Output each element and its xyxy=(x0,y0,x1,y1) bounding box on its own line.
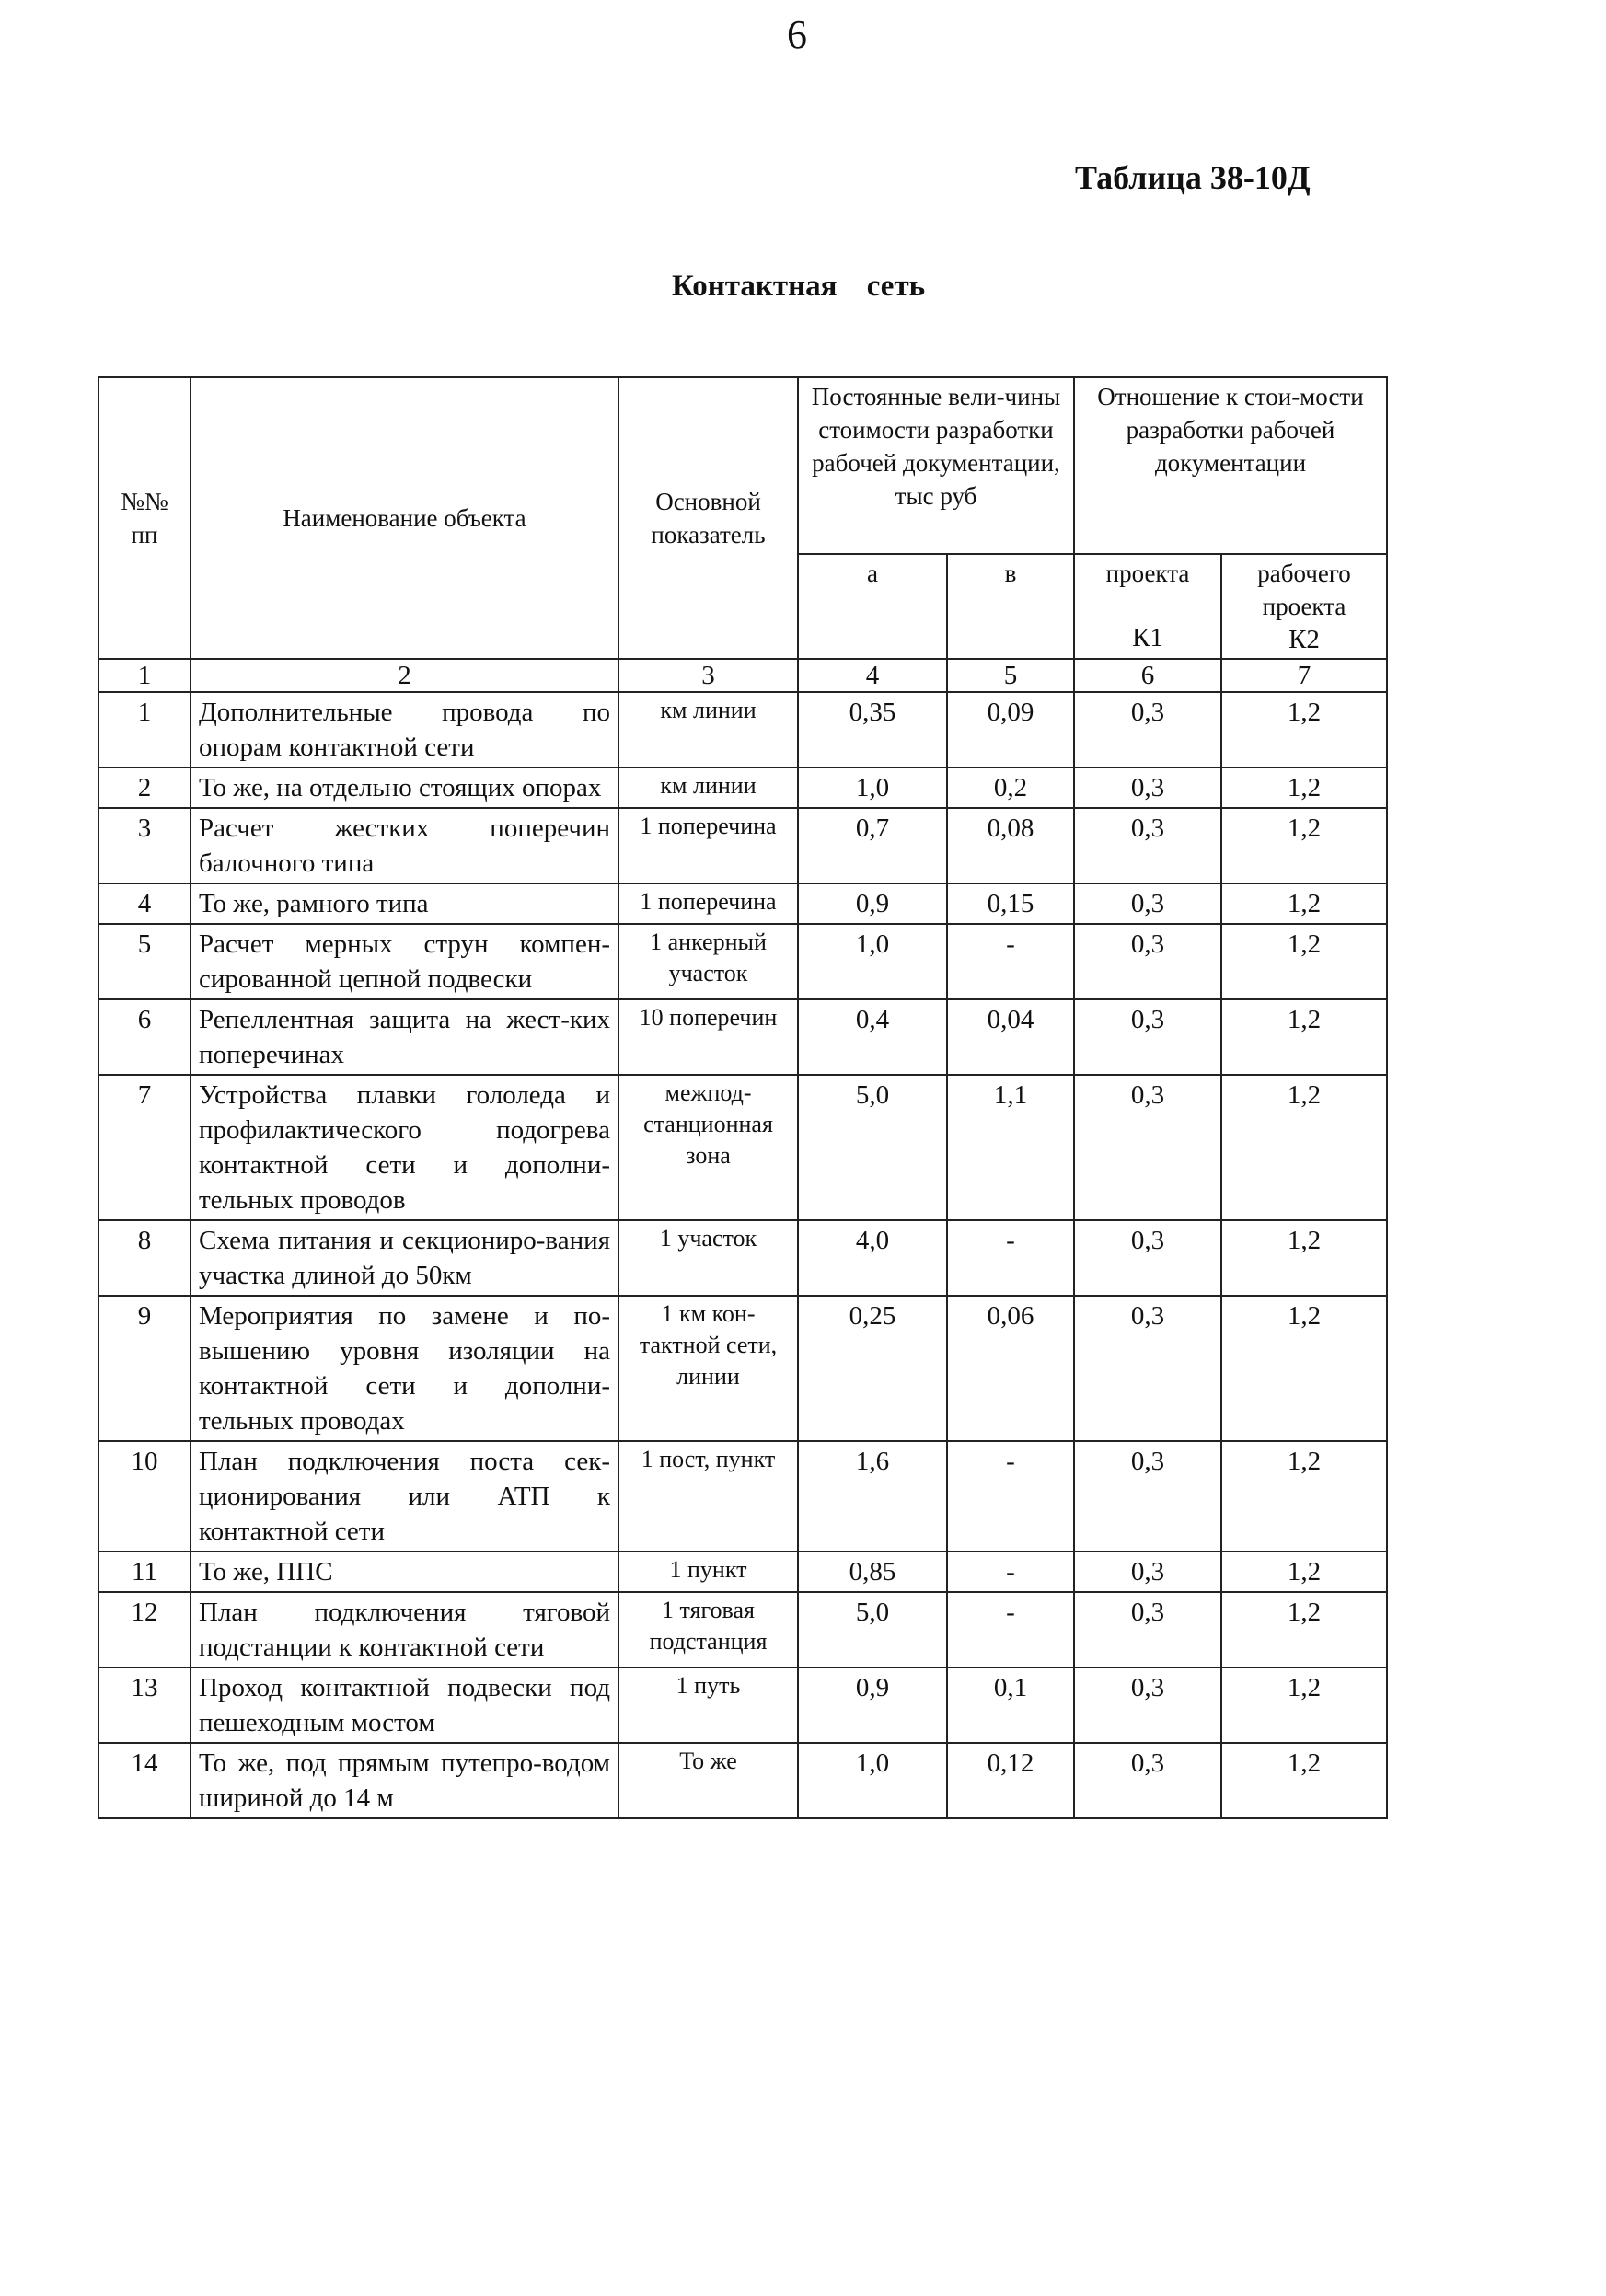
header-k1-label: проекта xyxy=(1105,560,1190,587)
coef-k2: 1,2 xyxy=(1221,1075,1387,1220)
table-row xyxy=(98,1743,1387,1818)
value-b: 0,12 xyxy=(947,1743,1074,1818)
coef-k2: 1,2 xyxy=(1221,1592,1387,1667)
base-indicator: 1 путь xyxy=(618,1667,798,1743)
row-number: 12 xyxy=(98,1592,191,1667)
table-row xyxy=(98,1220,1387,1296)
header-indicator: Основной показатель xyxy=(618,377,798,659)
coef-k1: 0,3 xyxy=(1074,883,1221,924)
table-row xyxy=(98,883,1387,924)
base-indicator: 1 тяговая подстанция xyxy=(618,1592,798,1667)
column-number: 2 xyxy=(191,659,618,692)
header-ratio: Отношение к стои-мости разработки рабочей документации xyxy=(1074,377,1387,554)
column-number-row xyxy=(98,659,1387,692)
object-name: Расчет мерных струн компен-сированной цепной подвески xyxy=(191,924,618,999)
base-indicator: 1 пост, пункт xyxy=(618,1441,798,1552)
header-constants: Постоянные вели-чины стоимости разработки рабочей документации, тыс руб xyxy=(798,377,1074,554)
row-number: 14 xyxy=(98,1743,191,1818)
base-indicator: км линии xyxy=(618,767,798,808)
table-row xyxy=(98,808,1387,883)
base-indicator: 1 км кон-тактной сети, линии xyxy=(618,1296,798,1441)
object-name: Устройства плавки гололеда и профилактического подогрева контактной сети и дополни-тельных проводов xyxy=(191,1075,618,1220)
value-b: 0,15 xyxy=(947,883,1074,924)
document-title: Контактная сеть xyxy=(672,270,926,303)
coef-k1: 0,3 xyxy=(1074,1552,1221,1592)
value-b: - xyxy=(947,1592,1074,1667)
base-indicator: межпод-станционная зона xyxy=(618,1075,798,1220)
row-number: 8 xyxy=(98,1220,191,1296)
value-a: 0,85 xyxy=(798,1552,947,1592)
value-b: 0,04 xyxy=(947,999,1074,1075)
object-name: То же, рамного типа xyxy=(191,883,618,924)
row-number: 13 xyxy=(98,1667,191,1743)
coef-k2: 1,2 xyxy=(1221,692,1387,767)
header-num: №№ пп xyxy=(98,377,191,659)
header-row-1 xyxy=(98,377,1387,554)
base-indicator: 1 поперечина xyxy=(618,808,798,883)
column-number: 6 xyxy=(1074,659,1221,692)
header-k1 xyxy=(1074,554,1221,659)
value-b: - xyxy=(947,924,1074,999)
coef-k1: 0,3 xyxy=(1074,692,1221,767)
object-name: План подключения поста сек-ционирования или АТП к контактной сети xyxy=(191,1441,618,1552)
row-number: 9 xyxy=(98,1296,191,1441)
object-name: То же, на отдельно стоящих опорах xyxy=(191,767,618,808)
coef-k2: 1,2 xyxy=(1221,924,1387,999)
value-a: 0,9 xyxy=(798,1667,947,1743)
row-number: 2 xyxy=(98,767,191,808)
cost-table xyxy=(98,376,1388,1819)
base-indicator: 1 пункт xyxy=(618,1552,798,1592)
base-indicator: То же xyxy=(618,1743,798,1818)
coef-k1: 0,3 xyxy=(1074,767,1221,808)
value-b: 0,08 xyxy=(947,808,1074,883)
table-row xyxy=(98,1075,1387,1220)
table-header xyxy=(98,377,1387,692)
table-label: Таблица 38-10Д xyxy=(1075,159,1311,196)
header-k2-label: рабочего проекта xyxy=(1257,560,1351,620)
coef-k2: 1,2 xyxy=(1221,1743,1387,1818)
value-a: 1,0 xyxy=(798,1743,947,1818)
value-b: - xyxy=(947,1220,1074,1296)
object-name: Мероприятия по замене и по-вышению уровня изоляции на контактной сети и дополни-тельных проводах xyxy=(191,1296,618,1441)
row-number: 10 xyxy=(98,1441,191,1552)
value-a: 5,0 xyxy=(798,1592,947,1667)
coef-k2: 1,2 xyxy=(1221,1552,1387,1592)
value-a: 4,0 xyxy=(798,1220,947,1296)
object-name: Дополнительные провода по опорам контактной сети xyxy=(191,692,618,767)
row-number: 1 xyxy=(98,692,191,767)
row-number: 3 xyxy=(98,808,191,883)
coef-k1: 0,3 xyxy=(1074,1441,1221,1552)
coef-k2: 1,2 xyxy=(1221,1441,1387,1552)
base-indicator: 1 участок xyxy=(618,1220,798,1296)
value-b: 1,1 xyxy=(947,1075,1074,1220)
coef-k1: 0,3 xyxy=(1074,1592,1221,1667)
table-row xyxy=(98,924,1387,999)
table-row xyxy=(98,1441,1387,1552)
object-name: Проход контактной подвески под пешеходным мостом xyxy=(191,1667,618,1743)
value-a: 1,0 xyxy=(798,767,947,808)
column-number: 4 xyxy=(798,659,947,692)
row-number: 4 xyxy=(98,883,191,924)
column-number: 3 xyxy=(618,659,798,692)
header-k1-code: К1 xyxy=(1132,623,1163,652)
coef-k2: 1,2 xyxy=(1221,999,1387,1075)
table-row xyxy=(98,999,1387,1075)
value-a: 0,7 xyxy=(798,808,947,883)
row-number: 5 xyxy=(98,924,191,999)
row-number: 7 xyxy=(98,1075,191,1220)
table-row xyxy=(98,1667,1387,1743)
object-name: Расчет жестких поперечин балочного типа xyxy=(191,808,618,883)
coef-k2: 1,2 xyxy=(1221,1220,1387,1296)
value-a: 1,6 xyxy=(798,1441,947,1552)
column-number: 1 xyxy=(98,659,191,692)
coef-k1: 0,3 xyxy=(1074,999,1221,1075)
object-name: То же, под прямым путепро-водом шириной до 14 м xyxy=(191,1743,618,1818)
coef-k2: 1,2 xyxy=(1221,767,1387,808)
value-b: 0,06 xyxy=(947,1296,1074,1441)
value-a: 1,0 xyxy=(798,924,947,999)
table-row xyxy=(98,767,1387,808)
coef-k2: 1,2 xyxy=(1221,808,1387,883)
coef-k2: 1,2 xyxy=(1221,1667,1387,1743)
column-number: 5 xyxy=(947,659,1074,692)
header-k2-code: К2 xyxy=(1288,625,1320,654)
coef-k2: 1,2 xyxy=(1221,883,1387,924)
value-b: - xyxy=(947,1552,1074,1592)
table-row xyxy=(98,692,1387,767)
row-number: 11 xyxy=(98,1552,191,1592)
base-indicator: 1 поперечина xyxy=(618,883,798,924)
row-number: 6 xyxy=(98,999,191,1075)
object-name: Репеллентная защита на жест-ких поперечинах xyxy=(191,999,618,1075)
value-a: 0,9 xyxy=(798,883,947,924)
table-row xyxy=(98,1592,1387,1667)
base-indicator: км линии xyxy=(618,692,798,767)
object-name: Схема питания и секциониро-вания участка длиной до 50км xyxy=(191,1220,618,1296)
base-indicator: 10 поперечин xyxy=(618,999,798,1075)
value-b: 0,2 xyxy=(947,767,1074,808)
coef-k1: 0,3 xyxy=(1074,1220,1221,1296)
value-a: 0,4 xyxy=(798,999,947,1075)
value-a: 0,35 xyxy=(798,692,947,767)
coef-k1: 0,3 xyxy=(1074,1296,1221,1441)
coef-k1: 0,3 xyxy=(1074,1743,1221,1818)
header-name: Наименование объекта xyxy=(191,377,618,659)
header-b: в xyxy=(947,554,1074,659)
object-name: То же, ППС xyxy=(191,1552,618,1592)
column-number: 7 xyxy=(1221,659,1387,692)
page-number: 6 xyxy=(787,12,807,57)
object-name: План подключения тяговой подстанции к контактной сети xyxy=(191,1592,618,1667)
coef-k1: 0,3 xyxy=(1074,924,1221,999)
value-b: - xyxy=(947,1441,1074,1552)
table-body xyxy=(98,692,1387,1818)
coef-k1: 0,3 xyxy=(1074,1667,1221,1743)
table-row xyxy=(98,1296,1387,1441)
value-a: 5,0 xyxy=(798,1075,947,1220)
base-indicator: 1 анкерный участок xyxy=(618,924,798,999)
value-b: 0,09 xyxy=(947,692,1074,767)
value-a: 0,25 xyxy=(798,1296,947,1441)
header-a: а xyxy=(798,554,947,659)
header-k2 xyxy=(1221,554,1387,659)
coef-k1: 0,3 xyxy=(1074,1075,1221,1220)
coef-k1: 0,3 xyxy=(1074,808,1221,883)
table-row xyxy=(98,1552,1387,1592)
value-b: 0,1 xyxy=(947,1667,1074,1743)
coef-k2: 1,2 xyxy=(1221,1296,1387,1441)
